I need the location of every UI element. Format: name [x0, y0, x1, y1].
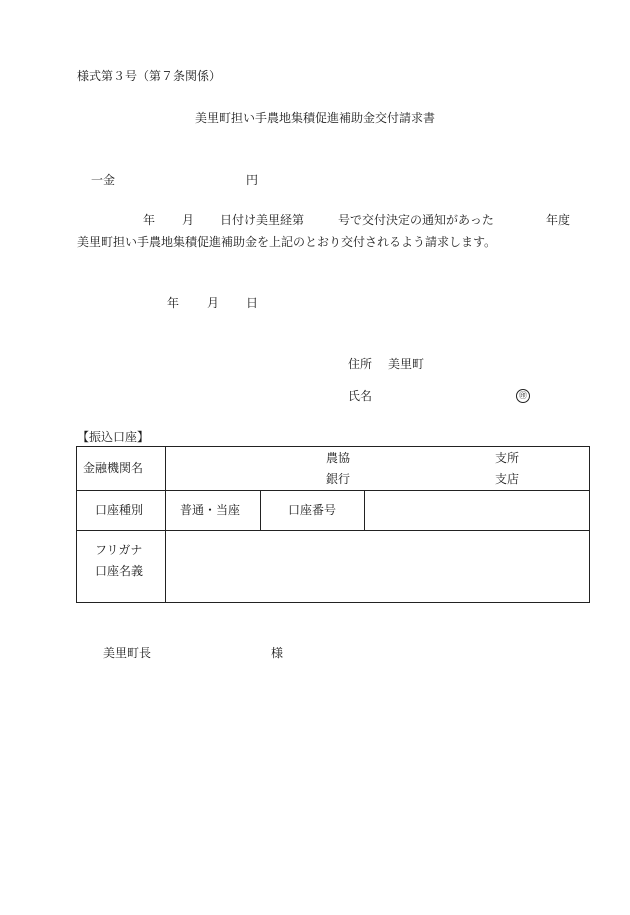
bank-section-title: 【振込口座】	[77, 430, 150, 444]
account-type-value: 普通・当座	[180, 503, 241, 517]
addressee-sama: 様	[271, 646, 284, 660]
amount-unit: 円	[246, 173, 259, 187]
table-column-divider	[260, 490, 261, 530]
body-notice: 号で交付決定の通知があった	[338, 213, 494, 227]
nokyo-label: 農協	[326, 451, 351, 465]
date-year: 年	[167, 296, 180, 310]
addressee-mayor: 美里町長	[103, 646, 152, 660]
bank-account-table	[76, 446, 590, 603]
body-date-ref: 日付け美里経第	[220, 213, 305, 227]
name-label: 氏名	[348, 389, 373, 403]
body-month: 月	[182, 213, 195, 227]
account-name-label: 口座名義	[95, 564, 144, 578]
furigana-label: フリガナ	[95, 543, 143, 557]
address-value: 美里町	[388, 357, 425, 371]
table-column-divider	[165, 447, 166, 602]
amount-prefix: 一金	[91, 173, 116, 187]
date-day: 日	[246, 296, 259, 310]
body-fiscal-year: 年度	[546, 213, 571, 227]
table-column-divider	[364, 490, 365, 530]
institution-label: 金融機関名	[83, 461, 144, 475]
address-label: 住所	[348, 357, 373, 371]
account-number-label: 口座番号	[288, 503, 337, 517]
shiten-label: 支店	[495, 472, 520, 486]
ginko-label: 銀行	[326, 472, 351, 486]
seal-mark: ㊞	[516, 389, 530, 403]
table-row-divider	[77, 490, 589, 491]
body-year: 年	[143, 213, 156, 227]
shisho-label: 支所	[495, 451, 520, 465]
form-title: 美里町担い手農地集積促進補助金交付請求書	[195, 111, 436, 125]
date-month: 月	[207, 296, 220, 310]
account-type-label: 口座種別	[95, 503, 144, 517]
table-row-divider	[77, 530, 589, 531]
form-number: 様式第３号（第７条関係）	[77, 69, 222, 83]
body-request: 美里町担い手農地集積促進補助金を上記のとおり交付されるよう請求します。	[77, 235, 497, 249]
